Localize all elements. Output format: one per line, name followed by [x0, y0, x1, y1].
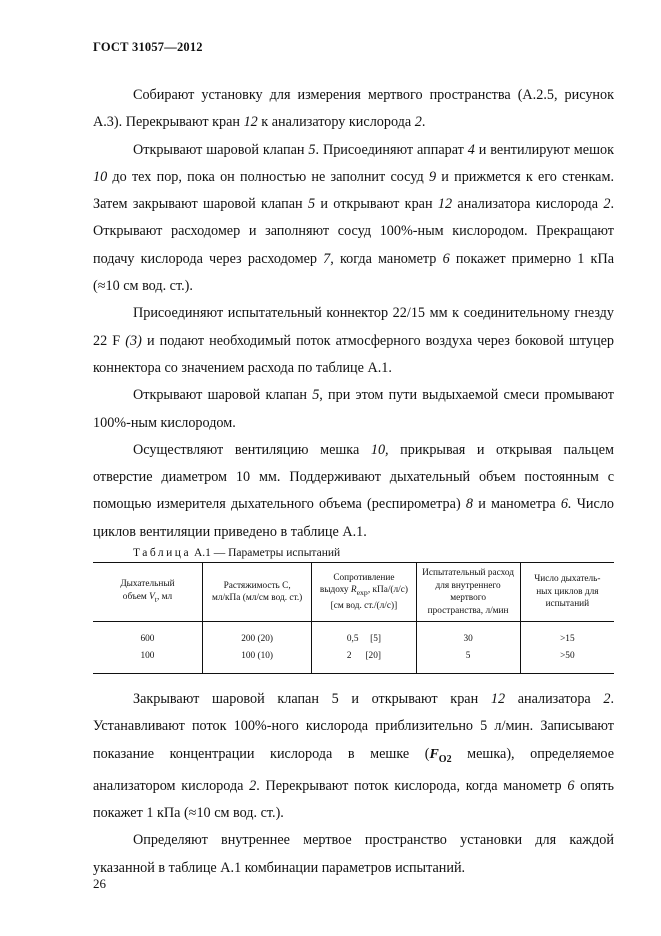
- table-header-row: [93, 563, 614, 622]
- paragraph-5: Осуществляют вентиляцию мешка 10, прикрывая и открывая пальцем отверстие диаметром 10 мм. Поддерживают дыхательный объем постоянным с помощью измерителя дыхательного объема (респирометра) 8 и манометра 6. Число циклов вентиляции приведено в таблице А.1.: [93, 441, 614, 540]
- header-resistance: Сопротивление выдоху $R_{exp}$, кПа/(л/с) [см вод. ст./(л/с)]: [312, 563, 416, 622]
- paragraph-7: Определяют внутреннее мертвое пространство установки для каждой указанной в таблице А.1 комбинации параметров испытаний.: [93, 832, 614, 876]
- document-body: [93, 82, 614, 882]
- cell-resistance: 2 [20]: [312, 648, 416, 674]
- cell-flow: 5: [416, 648, 520, 674]
- cell-volume: 600: [93, 622, 202, 649]
- document-header: ГОСТ 31057—2012: [93, 40, 203, 54]
- paragraph-4: Открывают шаровой клапан 5, при этом пути выдыхаемой смеси промывают 100%-ным кислородом.: [93, 387, 614, 431]
- paragraph-1: Собирают установку для измерения мертвого пространства (А.2.5, рисунок А.3). Перекрывают кран 12 к анализатору кислорода 2.: [93, 87, 614, 131]
- parameters-table: [93, 562, 614, 674]
- cell-compliance: 200 (20): [202, 622, 311, 649]
- oxygen-fraction-symbol: $F_{O2}$: [429, 746, 452, 765]
- paragraph-2: Открывают шаровой клапан 5. Присоединяют аппарат 4 и вентилируют мешок 10 до тех пор, пока он полностью не заполнит сосуд 9 и прижмется к его стенкам. Затем закрывают шаровой клапан 5 и открывают кран 12 анализатора кислорода 2. Открывают расходомер и заполняют сосуд 100%-ным кислородом. Прекращают подачу кислорода через расходомер 7, когда манометр 6 покажет примерно 1 кПа (≈10 см вод. ст.).: [93, 141, 615, 295]
- cell-volume: 100: [93, 648, 202, 674]
- header-tidal-volume: Дыхательный объем $V_t$, мл: [93, 563, 202, 622]
- cell-cycles: >15: [520, 622, 614, 649]
- cell-resistance: 0,5 [5]: [312, 622, 416, 649]
- header-test-flow: Испытательный расход для внутреннего мертвого пространства, л/мин: [416, 563, 520, 622]
- page-number: 26: [93, 876, 106, 891]
- paragraph-3: Присоединяют испытательный коннектор 22/15 мм к соединительному гнезду 22 F (3) и подают необходимый поток атмосферного воздуха через боковой штуцер коннектора со значением расхода по таблице А.1.: [93, 305, 614, 376]
- header-breath-cycles: Число дыхатель- ных циклов для испытаний: [520, 563, 614, 622]
- table-row: [93, 648, 614, 674]
- cell-flow: 30: [416, 622, 520, 649]
- header-compliance: Растяжимость C, мл/кПа (мл/см вод. ст.): [202, 563, 311, 622]
- paragraph-6: Закрывают шаровой клапан 5 и открывают кран 12 анализатора 2. Устанавливают поток 100%-ного кислорода приблизительно 5 л/мин. Записывают показание концентрации кислорода в мешке ($F_{O2}$ мешка), определяемое анализатором кислорода 2. Перекрывают поток кислорода, когда манометр 6 опять покажет 1 кПа (≈10 см вод. ст.).: [93, 691, 615, 822]
- table-row: [93, 622, 614, 649]
- table-caption: Таблица А.1 — Параметры испытаний: [133, 547, 341, 560]
- cell-cycles: >50: [520, 648, 614, 674]
- cell-compliance: 100 (10): [202, 648, 311, 674]
